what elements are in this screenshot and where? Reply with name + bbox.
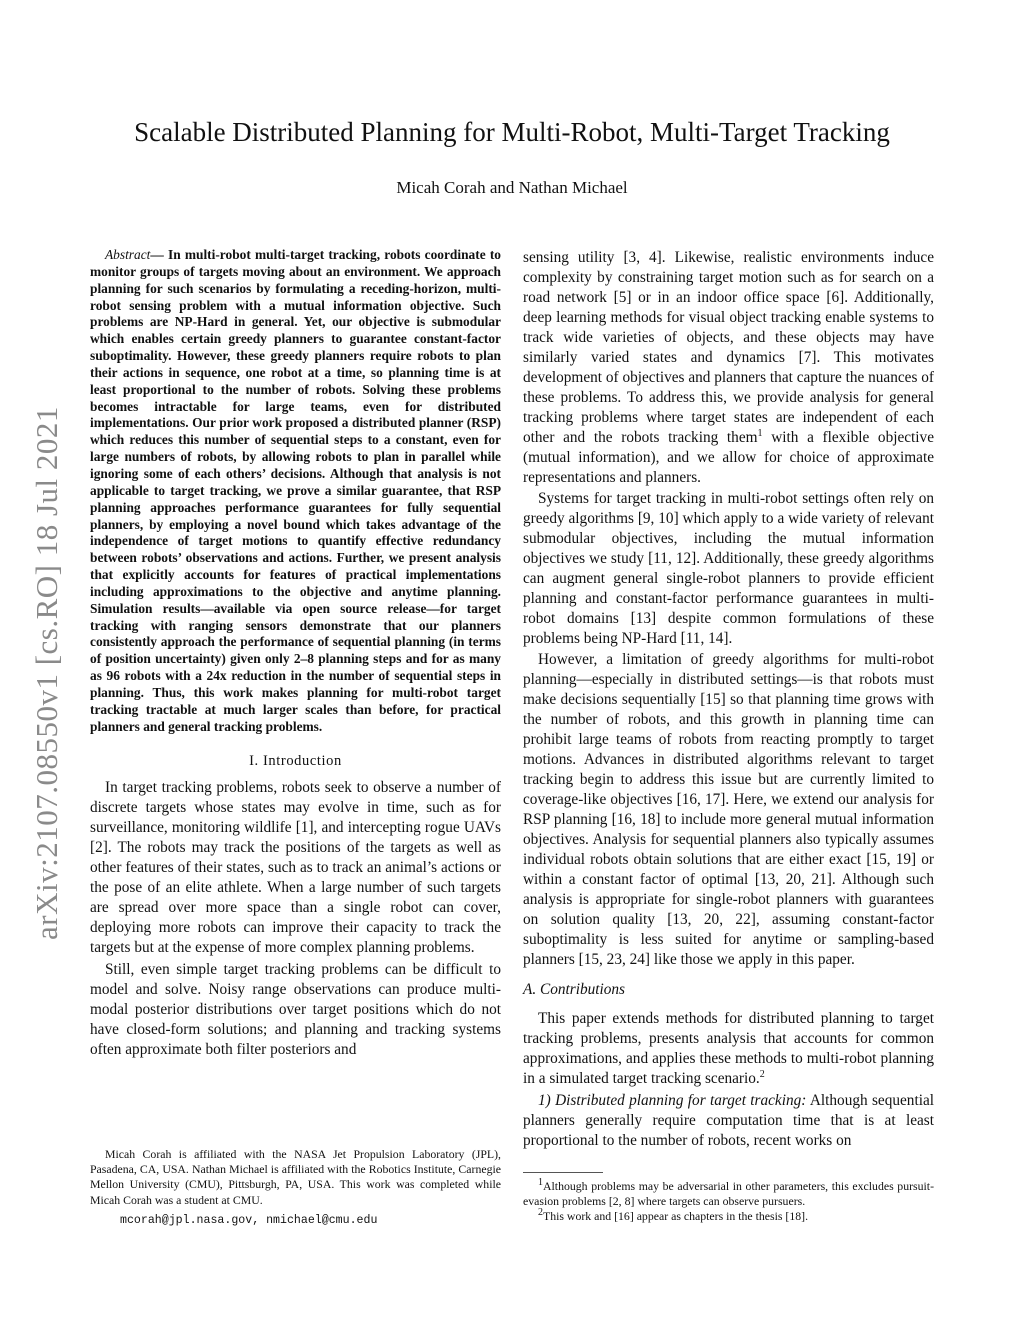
right-paragraph-1-text-b: with a flexible objective (mutual information), and we allow for choice of approximate representations and planners. bbox=[523, 429, 934, 486]
left-column bbox=[90, 247, 501, 1060]
footnote-2-mark: 2 bbox=[538, 1207, 543, 1219]
subsection-heading-contributions: A. Contributions bbox=[523, 981, 625, 998]
right-paragraph-1-text-a: sensing utility [3, 4]. Likewise, realistic environments induce complexity by constraining target motion such as for search on a road network [5] or in an indoor office space [6]. Additionally, deep learning methods for visual object tracking enable systems to track wide varieties of objects, and these objects may have similarly varied states and dynamics [7]. This motivates development of objectives and planners that capture the nuances of these problems. To address this, we provide analysis for general tracking problems where target states are independent of each other and the robots tracking them bbox=[523, 249, 934, 446]
abstract bbox=[90, 247, 501, 735]
right-paragraph-2: Systems for target tracking in multi-robot settings often rely on greedy algorithms [9, 10] which apply to a wide variety of relevant submodular objectives, including the mutual information objectives we study [11, 12]. Additionally, these greedy algorithms can augment general single-robot planners to provide efficient planning and constant-factor performance guarantees in multi-robot domains [13] despite common formulations of these problems being NP-Hard [11, 14]. bbox=[523, 490, 934, 647]
footnote-divider bbox=[523, 1172, 603, 1173]
author-emails: mcorah@jpl.nasa.gov, nmichael@cmu.edu bbox=[120, 1214, 378, 1227]
abstract-label: Abstract bbox=[105, 247, 151, 262]
right-paragraph-5 bbox=[523, 1091, 934, 1151]
right-paragraph-4-text: This paper extends methods for distributed planning to target tracking problems, presents analysis that accounts for common approximations, and applies these methods to multi-robot planning in a simulated target tracking scenario. bbox=[523, 1010, 934, 1087]
right-paragraph-4 bbox=[523, 1009, 934, 1089]
right-column bbox=[523, 248, 934, 1151]
right-paragraph-5-text: Although sequential planners generally require computation time that is at least proportional to the number of robots, recent works on bbox=[523, 1092, 934, 1149]
right-paragraph-1 bbox=[523, 248, 934, 488]
footnote-2-text: This work and [16] appear as chapters in the thesis [18]. bbox=[543, 1209, 809, 1224]
right-paragraph-3: However, a limitation of greedy algorithms for multi-robot planning—especially in distributed settings—is that robots must make decisions sequentially [15] so that planning time grows with the number of robots, and this growth in planning time can prohibit large teams of robots from reacting promptly to target motions. Advances in distributed algorithms relevant to target tracking begin to address this issue but are currently limited to coverage-like objectives [16, 17]. Here, we extend our analysis for RSP planning [16, 18] to include more general mutual information objectives. Analysis for sequential planners also typically assumes individual robots obtain solutions that are either exact [15, 19] or within a constant factor of optimal [13, 20, 21]. Although such analysis is appropriate for single-robot planners with guarantees on solution quality [13, 20, 22], assuming constant-factor suboptimality is less suited for anytime or sampling-based planners [15, 23, 24] like those we apply in this paper. bbox=[523, 651, 934, 968]
arxiv-identifier: arXiv:2107.08550v1 [cs.RO] 18 Jul 2021 bbox=[29, 406, 64, 940]
footnote-2 bbox=[523, 1209, 934, 1224]
intro-paragraph-2: Still, even simple target tracking problems can be difficult to model and solve. Noisy range observations can produce multi-modal posterior distributions over target positions which do not have closed-form solutions; and planning and tracking systems often approximate both filter posteriors and bbox=[90, 961, 501, 1059]
abstract-text: — In multi-robot multi-target tracking, robots coordinate to monitor groups of targets moving about an environment. We approach planning for such scenarios by formulating a receding-horizon, multi-robot sensing problem with a mutual information objective. Such problems are NP-Hard in general. Yet, our objective is submodular which enables certain greedy planners to guarantee constant-factor suboptimality. However, these greedy planners require robots to plan their actions in sequence, one robot at a time, so planning time is at least proportional to the number of robots. Solving these problems becomes intractable for large teams, even for distributed implementations. Our prior work proposed a distributed planner (RSP) which reduces this number of sequential steps to a constant, even for large numbers of robots, by allowing robots to plan in parallel while ignoring some of each others’ decisions. Although that analysis is not applicable to target tracking, we prove a similar guarantee, that RSP planning approaches performance guarantees for fully sequential planners, by employing a novel bound which takes advantage of the independence of target motions to quantify effective redundancy between robots’ observations and actions. Further, we present analysis that explicitly accounts for features of practical implementations including approximations to the objective and anytime planning. Simulation results—available via open source release—for target tracking with ranging sensors demonstrate that our planners consistently approach the performance of sequential planning (in terms of position uncertainty) given only 2–8 planning steps and for as many as 96 robots with a 24x reduction in the number of sequential steps in planning. Thus, this work makes planning for multi-robot target tracking tractable at much larger scales than before, for practical planners and general tracking problems. bbox=[90, 247, 501, 734]
footnote-ref-2: 2 bbox=[759, 1068, 765, 1080]
footnote-ref-1: 1 bbox=[757, 427, 763, 439]
footnotes bbox=[523, 1179, 934, 1225]
footnote-1 bbox=[523, 1179, 934, 1209]
intro-paragraph-1: In target tracking problems, robots seek to observe a number of discrete targets whose states may evolve in time, such as for surveillance, monitoring wildlife [1], and intercepting rogue UAVs [2]. The robots may track the positions of the targets as well as other features of their states, such as to track an animal’s actions or the pose of an elite athlete. When a large number of such targets are spread over more space than a single robot can cover, deploying more robots can improve their capacity to track the targets but at the expense of more complex planning problems. bbox=[90, 779, 501, 957]
paragraph-label-distributed-planning: 1) Distributed planning for target tracking: bbox=[538, 1092, 807, 1109]
footnote-1-text: Although problems may be adversarial in other parameters, this excludes pursuit-evasion problems [2, 8] where targets can observe pursuers. bbox=[523, 1179, 934, 1209]
footnote-1-mark: 1 bbox=[538, 1177, 543, 1189]
affiliation-footnote: Micah Corah is affiliated with the NASA Jet Propulsion Laboratory (JPL), Pasadena, CA, USA. Nathan Michael is affiliated with the Robotics Institute, Carnegie Mellon University (CMU), Pittsburgh, PA, USA. This work was completed while Micah Corah was a student at CMU. bbox=[90, 1147, 501, 1207]
paper-authors: Micah Corah and Nathan Michael bbox=[396, 178, 628, 197]
section-heading-introduction: I. Introduction bbox=[249, 753, 342, 770]
paper-title: Scalable Distributed Planning for Multi-Robot, Multi-Target Tracking bbox=[134, 117, 890, 147]
